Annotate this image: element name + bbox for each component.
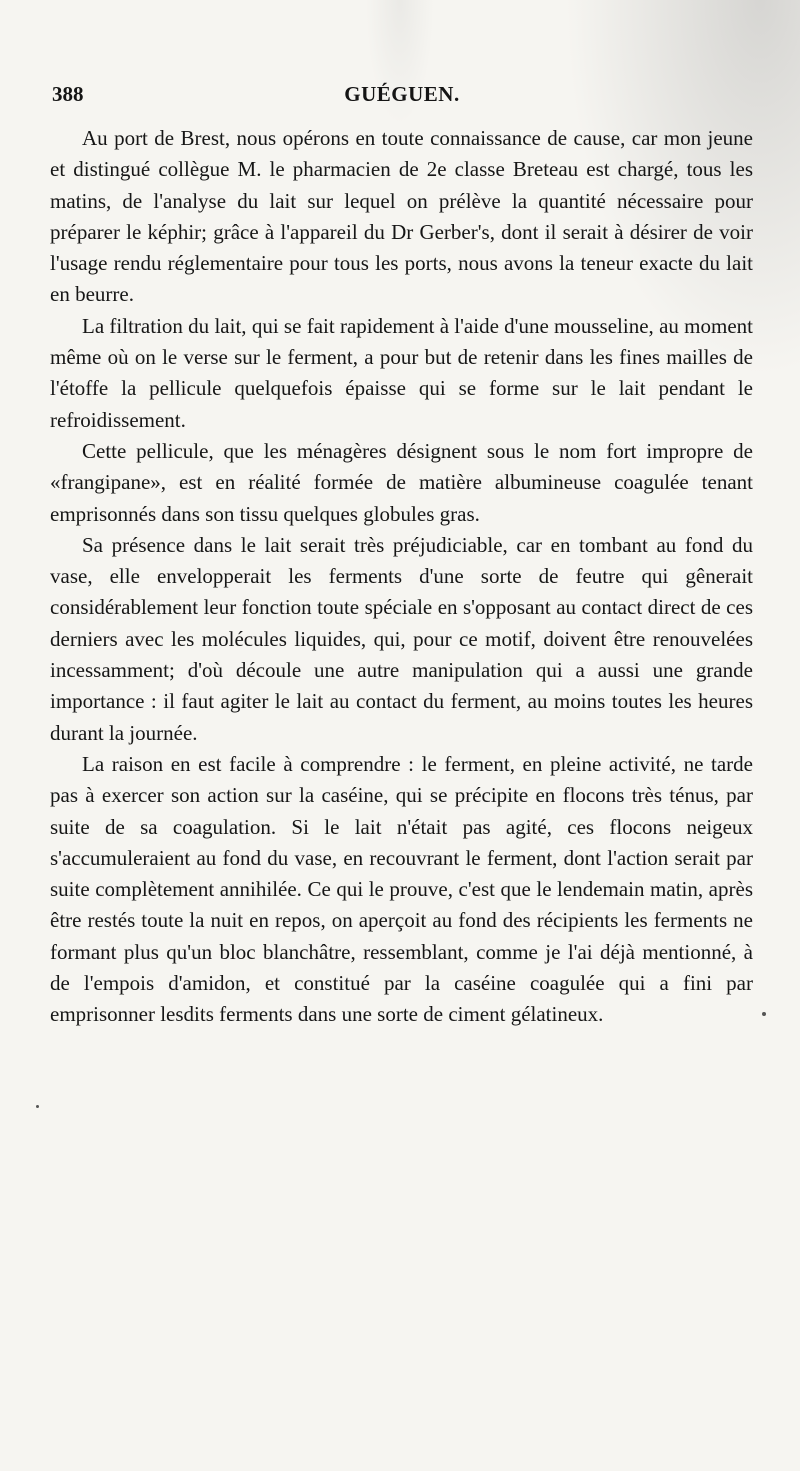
paragraph-3: Cette pellicule, que les ménagères désignent sous le nom fort impropre de «frangipane», est en réalité formée de matière albumineuse coagulée tenant emprisonnés dans son tissu quelques globules gras. [50,438,753,526]
paragraph-5: La raison en est facile à comprendre : le ferment, en pleine activité, ne tarde pas à exercer son action sur la caséine, qui se précipite en flocons très ténus, par suite de sa coagulation. Si le lait n'était pas agité, ces flocons neigeux s'accumuleraient au fond du vase, en recouvrant le ferment, dont l'action serait par suite complètement annihilée. Ce qui le prouve, c'est que le lendemain matin, après être restés toute la nuit en repos, on aperçoit au fond des récipients les ferments ne formant plus qu'un bloc blanchâtre, ressemblant, comme je l'ai déjà mentionné, à de l'empois d'amidon, et constitué par la caséine coagulée qui a fini par emprisonner lesdits ferments dans une sorte de ciment gélatineux. [50,751,753,1027]
paragraph-4: Sa présence dans le lait serait très préjudiciable, car en tombant au fond du vase, elle envelopperait les ferments d'une sorte de feutre qui gênerait considérablement leur fonction toute spéciale en s'opposant au contact direct de ces derniers avec les molécules liquides, qui, pour ce motif, doivent être renouvelées incessamment; d'où découle une autre manipulation qui a aussi une grande importance : il faut agiter le lait au contact du ferment, au moins toutes les heures durant la journée. [50,532,753,745]
running-head: GUÉGUEN. [344,82,460,106]
paragraph-2: La filtration du lait, qui se fait rapidement à l'aide d'une mousseline, au moment même où on le verse sur le ferment, a pour but de retenir dans les fines mailles de l'étoffe la pellicule quelquefois épaisse qui se forme sur le lait pendant le refroidissement. [50,313,753,432]
paragraph-1: Au port de Brest, nous opérons en toute connaissance de cause, car mon jeune et distingué collègue M. le pharmacien de 2e classe Breteau est chargé, tous les matins, de l'analyse du lait sur lequel on prélève la quantité nécessaire pour préparer le képhir; grâce à l'appareil du Dr Gerber's, dont il serait à désirer de voir l'usage rendu réglementaire pour tous les ports, nous avons la teneur exacte du lait en beurre. [50,126,753,307]
margin-speck [762,1012,766,1016]
body-text [50,123,753,1031]
page-header [52,82,752,112]
margin-speck [36,1105,39,1108]
page-number: 388 [52,82,84,106]
